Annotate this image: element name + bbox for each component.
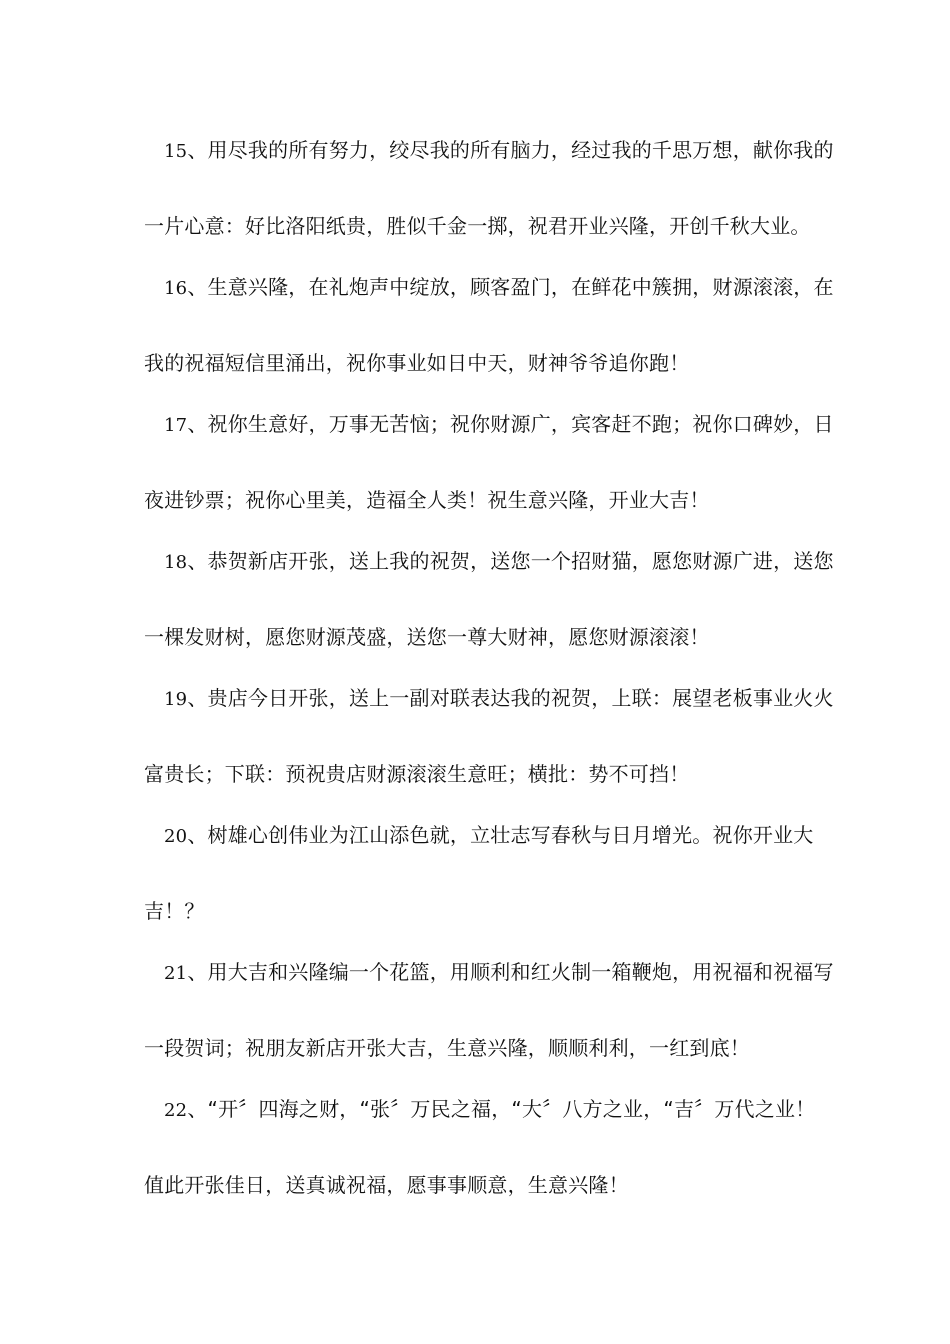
paragraph-17-number: 17 — [164, 415, 188, 436]
paragraph-19-line-2: 富贵长；下联：预祝贵店财源滚滚生意旺；横批：势不可挡！ — [144, 762, 690, 786]
paragraph-18-line-2: 一棵发财树，愿您财源茂盛，送您一尊大财神，愿您财源滚滚！ — [144, 625, 710, 649]
paragraph-22-number: 22 — [164, 1100, 188, 1121]
paragraph-15-line-1 — [144, 136, 834, 166]
paragraph-16-text-1: 、生意兴隆，在礼炮声中绽放，顾客盈门，在鲜花中簇拥，财源滚滚，在 — [187, 275, 834, 299]
paragraph-21-text-1: 、用大吉和兴隆编一个花篮，用顺利和红火制一箱鞭炮，用祝福和祝福写 — [187, 960, 834, 984]
paragraph-16-line-1 — [144, 273, 834, 303]
paragraph-21-line-1 — [144, 958, 834, 988]
paragraph-16-number: 16 — [164, 278, 188, 299]
paragraph-17-line-1 — [144, 410, 834, 440]
paragraph-21-number: 21 — [164, 963, 188, 984]
paragraph-22-line-1 — [144, 1095, 814, 1125]
paragraph-18-text-1: 、恭贺新店开张，送上我的祝贺，送您一个招财猫，愿您财源广进，送您 — [187, 549, 834, 573]
paragraph-15-number: 15 — [164, 141, 188, 162]
paragraph-18-number: 18 — [164, 552, 188, 573]
paragraph-18-line-1 — [144, 547, 834, 577]
paragraph-16-line-2: 我的祝福短信里涌出，祝你事业如日中天，财神爷爷追你跑！ — [144, 351, 690, 375]
paragraph-20-text-1: 、树雄心创伟业为江山添色就，立壮志写春秋与日月增光。祝你开业大 — [187, 823, 814, 847]
paragraph-21-line-2: 一段贺词；祝朋友新店开张大吉，生意兴隆，顺顺利利，一红到底！ — [144, 1036, 750, 1060]
paragraph-15-text-1: 、用尽我的所有努力，绞尽我的所有脑力，经过我的千思万想，献你我的 — [187, 138, 834, 162]
paragraph-19-line-1 — [144, 684, 834, 714]
paragraph-20-line-1 — [144, 821, 814, 851]
paragraph-19-text-1: 、贵店今日开张，送上一副对联表达我的祝贺，上联：展望老板事业火火 — [187, 686, 834, 710]
paragraph-22-line-2: 值此开张佳日，送真诚祝福，愿事事顺意，生意兴隆！ — [144, 1173, 629, 1197]
paragraph-17-line-2: 夜进钞票；祝你心里美，造福全人类！祝生意兴隆，开业大吉！ — [144, 488, 710, 512]
paragraph-20-line-2: 吉！？ — [144, 899, 205, 923]
paragraph-15-line-2: 一片心意：好比洛阳纸贵，胜似千金一掷，祝君开业兴隆，开创千秋大业。 — [144, 214, 811, 238]
paragraph-17-text-1: 、祝你生意好，万事无苦恼；祝你财源广，宾客赶不跑；祝你口碑妙，日 — [187, 412, 834, 436]
paragraph-20-number: 20 — [164, 826, 188, 847]
paragraph-22-text-1: 、“开〞四海之财，“张〞万民之福，“大〞八方之业，“吉〞万代之业！ — [187, 1097, 816, 1121]
paragraph-19-number: 19 — [164, 689, 188, 710]
